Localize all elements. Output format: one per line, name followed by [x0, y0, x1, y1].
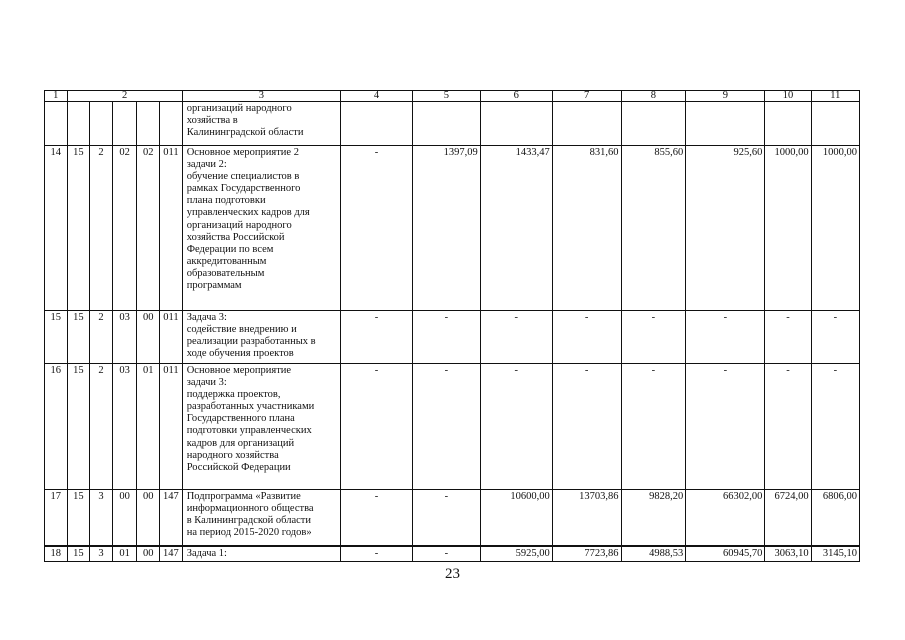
- cell-value-5: -: [412, 490, 480, 546]
- cell-empty: [45, 102, 68, 146]
- cell-value-10: -: [765, 311, 811, 364]
- cell-name: Основное мероприятие 2 задачи 2: обучение специалистов в рамках Государственного плана подготовки управленческих кадров для организаций народного хозяйства Российской Федерации по всем аккредитованным образовательным программам: [182, 146, 340, 311]
- cell-code-c: 02: [112, 146, 137, 311]
- header-cell-6: 6: [480, 91, 552, 102]
- table-row-14: [45, 146, 860, 311]
- cell-value-6: -: [480, 311, 552, 364]
- header-cell-2: 2: [67, 91, 182, 102]
- cell-empty: [137, 102, 160, 146]
- cell-code-d: 00: [137, 490, 160, 546]
- cell-value-10: 3063,10: [765, 546, 811, 562]
- cell-code-e: 011: [160, 146, 183, 311]
- cell-code-a: 15: [67, 364, 90, 490]
- header-cell-10: 10: [765, 91, 811, 102]
- cell-name: Задача 1:: [182, 546, 340, 562]
- cell-code-e: 147: [160, 490, 183, 546]
- cell-name: Основное мероприятие задачи 3: поддержка проектов, разработанных участниками Государственного плана подготовки управленческих кадров для организаций народного хозяйства Российской Федерации: [182, 364, 340, 490]
- cell-code-b: 3: [90, 546, 113, 562]
- cell-name: организаций народного хозяйства в Калининградской области: [182, 102, 340, 146]
- cell-code-a: 15: [67, 311, 90, 364]
- cell-code-a: 15: [67, 546, 90, 562]
- cell-code-c: 03: [112, 364, 137, 490]
- cell-value-4: -: [340, 311, 412, 364]
- cell-value-4: -: [340, 490, 412, 546]
- cell-value-9: 60945,70: [686, 546, 765, 562]
- cell-value-9: -: [686, 311, 765, 364]
- cell-value-7: -: [552, 311, 621, 364]
- cell-empty: [67, 102, 90, 146]
- cell-code-a: 15: [67, 146, 90, 311]
- cell-value-10: 1000,00: [765, 146, 811, 311]
- cell-value-8: -: [621, 364, 686, 490]
- cell-code-b: 2: [90, 364, 113, 490]
- cell-empty: [686, 102, 765, 146]
- cell-value-6: 1433,47: [480, 146, 552, 311]
- cell-row-number: 16: [45, 364, 68, 490]
- cell-empty: [621, 102, 686, 146]
- cell-value-4: -: [340, 546, 412, 562]
- cell-value-8: -: [621, 311, 686, 364]
- cell-value-9: -: [686, 364, 765, 490]
- cell-code-b: 3: [90, 490, 113, 546]
- cell-empty: [811, 102, 859, 146]
- table-row-16: [45, 364, 860, 490]
- page-number: 23: [445, 566, 460, 582]
- cell-code-c: 01: [112, 546, 137, 562]
- header-cell-3: 3: [182, 91, 340, 102]
- cell-code-e: 011: [160, 311, 183, 364]
- cell-empty: [480, 102, 552, 146]
- cell-empty: [112, 102, 137, 146]
- cell-value-9: 925,60: [686, 146, 765, 311]
- cell-name: Подпрограмма «Развитие информационного общества в Калининградской области на период 2015-2020 годов»: [182, 490, 340, 546]
- cell-value-8: 855,60: [621, 146, 686, 311]
- cell-empty: [160, 102, 183, 146]
- cell-value-9: 66302,00: [686, 490, 765, 546]
- cell-code-d: 01: [137, 364, 160, 490]
- cell-row-number: 15: [45, 311, 68, 364]
- cell-code-c: 03: [112, 311, 137, 364]
- cell-value-7: 13703,86: [552, 490, 621, 546]
- header-cell-9: 9: [686, 91, 765, 102]
- header-cell-1: 1: [45, 91, 68, 102]
- cell-code-d: 02: [137, 146, 160, 311]
- cell-value-5: -: [412, 546, 480, 562]
- cell-value-10: -: [765, 364, 811, 490]
- cell-empty: [90, 102, 113, 146]
- cell-value-11: 3145,10: [811, 546, 859, 562]
- cell-value-8: 4988,53: [621, 546, 686, 562]
- cell-value-11: 6806,00: [811, 490, 859, 546]
- cell-value-4: -: [340, 146, 412, 311]
- cell-value-11: -: [811, 311, 859, 364]
- cell-value-7: -: [552, 364, 621, 490]
- header-row: [45, 91, 860, 102]
- cell-code-b: 2: [90, 311, 113, 364]
- cell-code-e: 011: [160, 364, 183, 490]
- budget-table: [44, 90, 860, 562]
- table-row-15: [45, 311, 860, 364]
- cell-value-4: -: [340, 364, 412, 490]
- table-row-continuation: [45, 102, 860, 146]
- cell-code-d: 00: [137, 311, 160, 364]
- cell-row-number: 17: [45, 490, 68, 546]
- cell-empty: [412, 102, 480, 146]
- cell-empty: [340, 102, 412, 146]
- cell-value-8: 9828,20: [621, 490, 686, 546]
- cell-value-5: 1397,09: [412, 146, 480, 311]
- cell-code-c: 00: [112, 490, 137, 546]
- cell-value-6: -: [480, 364, 552, 490]
- cell-row-number: 18: [45, 546, 68, 562]
- cell-empty: [552, 102, 621, 146]
- cell-code-a: 15: [67, 490, 90, 546]
- table-row-18: [45, 546, 860, 562]
- cell-code-b: 2: [90, 146, 113, 311]
- cell-value-5: -: [412, 364, 480, 490]
- header-cell-7: 7: [552, 91, 621, 102]
- header-cell-8: 8: [621, 91, 686, 102]
- header-cell-4: 4: [340, 91, 412, 102]
- cell-value-6: 5925,00: [480, 546, 552, 562]
- cell-value-7: 831,60: [552, 146, 621, 311]
- cell-code-d: 00: [137, 546, 160, 562]
- table-row-17: [45, 490, 860, 546]
- cell-code-e: 147: [160, 546, 183, 562]
- cell-value-11: -: [811, 364, 859, 490]
- header-cell-11: 11: [811, 91, 859, 102]
- cell-row-number: 14: [45, 146, 68, 311]
- cell-name: Задача 3: содействие внедрению и реализации разработанных в ходе обучения проектов: [182, 311, 340, 364]
- cell-value-10: 6724,00: [765, 490, 811, 546]
- cell-value-7: 7723,86: [552, 546, 621, 562]
- cell-value-6: 10600,00: [480, 490, 552, 546]
- cell-value-11: 1000,00: [811, 146, 859, 311]
- header-cell-5: 5: [412, 91, 480, 102]
- cell-value-5: -: [412, 311, 480, 364]
- cell-empty: [765, 102, 811, 146]
